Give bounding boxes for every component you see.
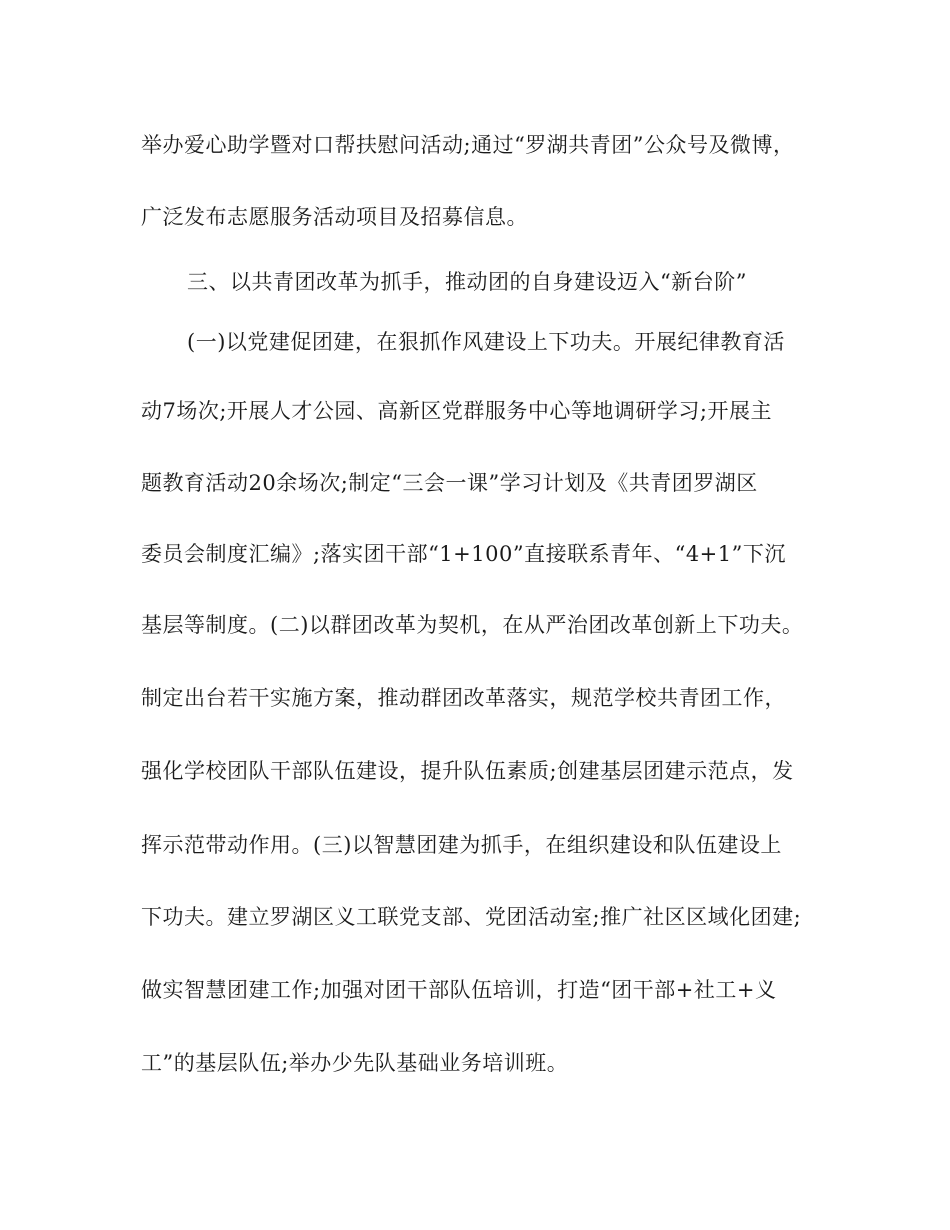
section-heading: 三、以共青团改革为抓手，推动团的自身建设迈入“新台阶” bbox=[187, 270, 747, 294]
text-line: 举办爱心助学暨对口帮扶慰问活动;通过“罗湖共青团”公众号及微博， bbox=[141, 133, 795, 157]
paragraph-start: (一)以党建促团建，在狠抓作风建设上下功夫。开展纪律教育活 bbox=[187, 330, 785, 354]
text-line: 制定出台若干实施方案，推动群团改革落实，规范学校共青团工作， bbox=[141, 686, 786, 710]
text-line: 委员会制度汇编》;落实团干部“1+100”直接联系青年、“4+1”下沉 bbox=[141, 542, 786, 566]
text-line: 基层等制度。(二)以群团改革为契机，在从严治团改革创新上下功夫。 bbox=[141, 613, 804, 637]
text-line: 做实智慧团建工作;加强对团干部队伍培训，打造“团干部+社工+义 bbox=[141, 978, 777, 1002]
text-line: 强化学校团队干部队伍建设，提升队伍素质;创建基层团建示范点，发 bbox=[141, 759, 794, 783]
text-line: 工”的基层队伍;举办少先队基础业务培训班。 bbox=[141, 1051, 569, 1075]
text-line: 挥示范带动作用。(三)以智慧团建为抓手，在组织建设和队伍建设上 bbox=[141, 833, 782, 857]
text-line: 下功夫。建立罗湖区义工联党支部、党团活动室;推广社区区域化团建; bbox=[141, 905, 802, 929]
text-line: 动7场次;开展人才公园、高新区党群服务中心等地调研学习;开展主 bbox=[141, 399, 773, 423]
text-line: 题教育活动20余场次;制定“三会一课”学习计划及《共青团罗湖区 bbox=[141, 471, 758, 495]
text-line: 广泛发布志愿服务活动项目及招募信息。 bbox=[141, 205, 528, 229]
